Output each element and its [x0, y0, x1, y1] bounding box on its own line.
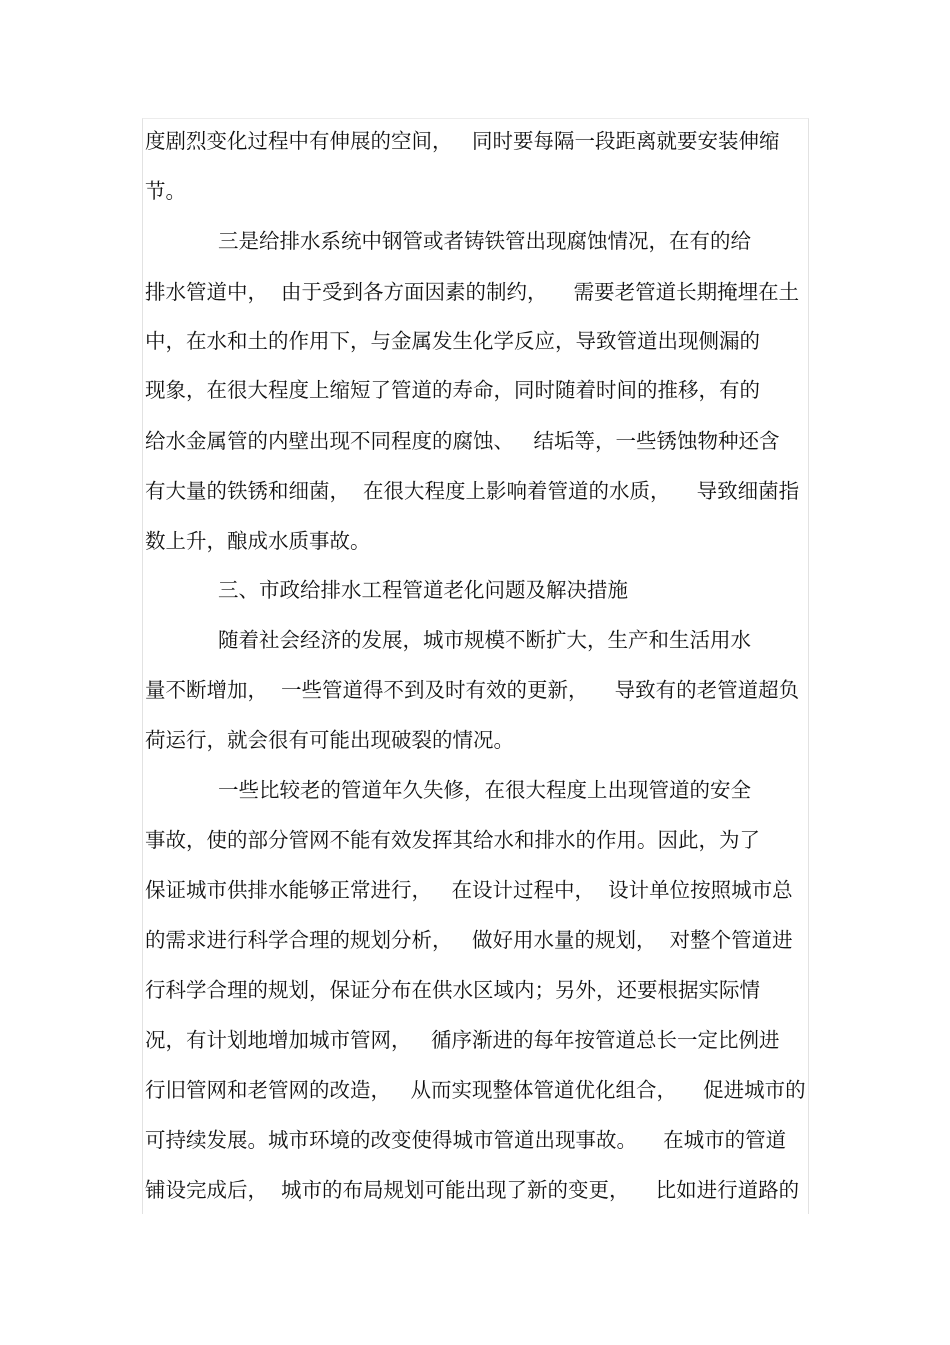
text-line: 铺设完成后， 城市的布局规划可能出现了新的变更， 比如进行道路的 [145, 1178, 800, 1202]
text-line: 数上升，酿成水质事故。 [145, 529, 371, 553]
text-line: 行旧管网和老管网的改造， 从而实现整体管道优化组合， 促进城市的 [145, 1078, 806, 1102]
text-line: 保证城市供排水能够正常进行， 在设计过程中， 设计单位按照城市总 [145, 878, 793, 902]
text-line: 有大量的铁锈和细菌， 在很大程度上影响着管道的水质， 导致细菌指 [145, 479, 800, 503]
text-line: 度剧烈变化过程中有伸展的空间， 同时要每隔一段距离就要安装伸缩 [145, 129, 780, 153]
text-line: 荷运行，就会很有可能出现破裂的情况。 [145, 728, 514, 752]
text-line: 事故，使的部分管网不能有效发挥其给水和排水的作用。因此，为了 [145, 828, 760, 852]
text-line: 排水管道中， 由于受到各方面因素的制约， 需要老管道长期掩埋在土 [145, 280, 800, 304]
text-line: 况，有计划地增加城市管网， 循序渐进的每年按管道总长一定比例进 [145, 1028, 780, 1052]
text-line: 随着社会经济的发展，城市规模不断扩大，生产和生活用水 [218, 628, 751, 652]
text-line: 可持续发展。城市环境的改变使得城市管道出现事故。 在城市的管道 [145, 1128, 787, 1152]
text-line: 给水金属管的内壁出现不同程度的腐蚀、 结垢等，一些锈蚀物种还含 [145, 429, 780, 453]
text-line: 一些比较老的管道年久失修，在很大程度上出现管道的安全 [218, 778, 751, 802]
text-line: 行科学合理的规划，保证分布在供水区域内；另外，还要根据实际情 [145, 978, 760, 1002]
text-line: 现象，在很大程度上缩短了管道的寿命，同时随着时间的推移，有的 [145, 378, 760, 402]
text-line: 的需求进行科学合理的规划分析， 做好用水量的规划， 对整个管道进 [145, 928, 793, 952]
text-line: 节。 [145, 179, 186, 203]
section-heading: 三、市政给排水工程管道老化问题及解决措施 [218, 578, 628, 602]
text-line: 三是给排水系统中钢管或者铸铁管出现腐蚀情况，在有的给 [218, 229, 751, 253]
text-line: 量不断增加， 一些管道得不到及时有效的更新， 导致有的老管道超负 [145, 678, 800, 702]
text-line: 中，在水和土的作用下，与金属发生化学反应，导致管道出现侧漏的 [145, 329, 760, 353]
